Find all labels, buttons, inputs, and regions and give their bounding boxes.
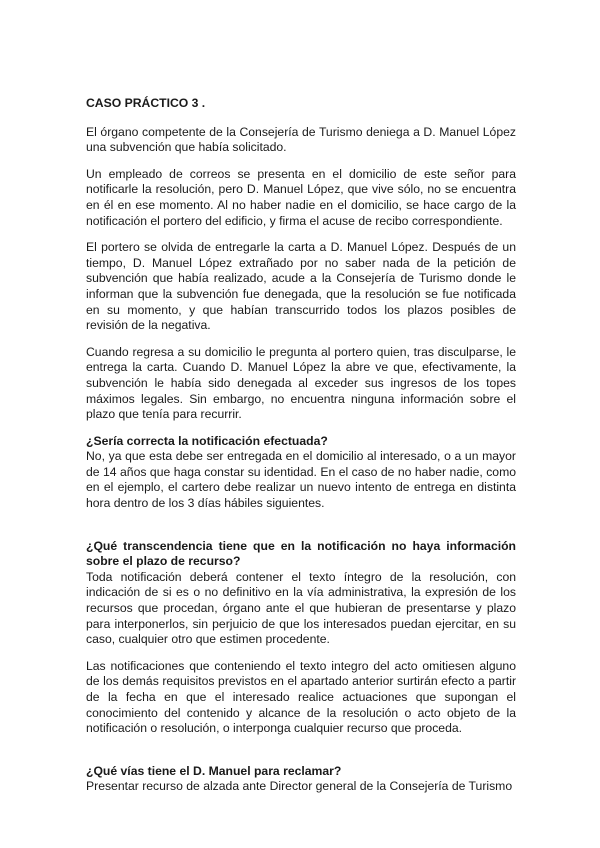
- paragraph-4: Cuando regresa a su domicilio le pregunta al portero quien, tras disculparse, le entrega la carta. Cuando D. Manuel López la abre ve que, efectivamente, la subvención le había sido denegada al exceder sus ingresos de los topes máximos legales. Sin embargo, no encuentra ninguna información sobre el plazo que tenía para recurrir.: [86, 344, 516, 422]
- question-1: ¿Sería correcta la notificación efectuada?: [86, 433, 328, 448]
- question-3: ¿Qué vías tiene el D. Manuel para reclamar?: [86, 763, 342, 778]
- answer-1: No, ya que esta debe ser entregada en el domicilio al interesado, o a un mayor de 14 años que haga constar su identidad. En el caso de no haber nadie, como en el ejemplo, el cartero debe realizar un nuevo intento de entrega en distinta hora dentro de los 3 días hábiles siguientes.: [86, 449, 516, 511]
- document-title: CASO PRÁCTICO 3 .: [86, 96, 206, 110]
- paragraph-2: Un empleado de correos se presenta en el domicilio de este señor para notificarle la resolución, pero D. Manuel López, que vive sólo, no se encuentra en él en ese momento. Al no haber nadie en el domicilio, se hace cargo de la notificación el portero del edificio, y firma el acuse de recibo correspondiente.: [86, 166, 516, 228]
- paragraph-1: El órgano competente de la Consejería de Turismo deniega a D. Manuel López una subvención que había solicitado.: [86, 124, 516, 155]
- answer-2b: Las notificaciones que conteniendo el texto integro del acto omitiesen alguno de los demás requisitos previstos en el apartado anterior surtirán efecto a partir de la fecha en que el interesado realice actuaciones que supongan el conocimiento del contenido y alcance de la resolución o acto objeto de la notificación o resolución, o interponga cualquier recurso que proceda.: [86, 658, 516, 736]
- question-2: ¿Qué transcendencia tiene que en la notificación no haya información sobre el plazo de recurso?: [86, 538, 516, 569]
- document-page: [86, 96, 516, 806]
- spacer: [86, 523, 516, 539]
- answer-3: Presentar recurso de alzada ante Director general de la Consejería de Turismo: [86, 779, 513, 794]
- paragraph-3: El portero se olvida de entregarle la carta a D. Manuel López. Después de un tiempo, D. Manuel López extrañado por no saber nada de la petición de subvención que había realizado, acude a la Consejería de Turismo donde le informan que la subvención fue denegada, que la resolución se fue notificada en su momento, y que habían transcurrido todos los plazos posibles de revisión de la negativa.: [86, 240, 516, 333]
- spacer: [86, 748, 516, 764]
- answer-2a: Toda notificación deberá contener el texto íntegro de la resolución, con indicación de si es o no definitivo en la vía administrativa, la expresión de los recursos que procedan, órgano ante el que hubieran de presentarse y plazo para interponerlos, sin perjuicio de que los interesados puedan ejercitar, en su caso, cualquier otro que estimen procedente.: [86, 569, 516, 647]
